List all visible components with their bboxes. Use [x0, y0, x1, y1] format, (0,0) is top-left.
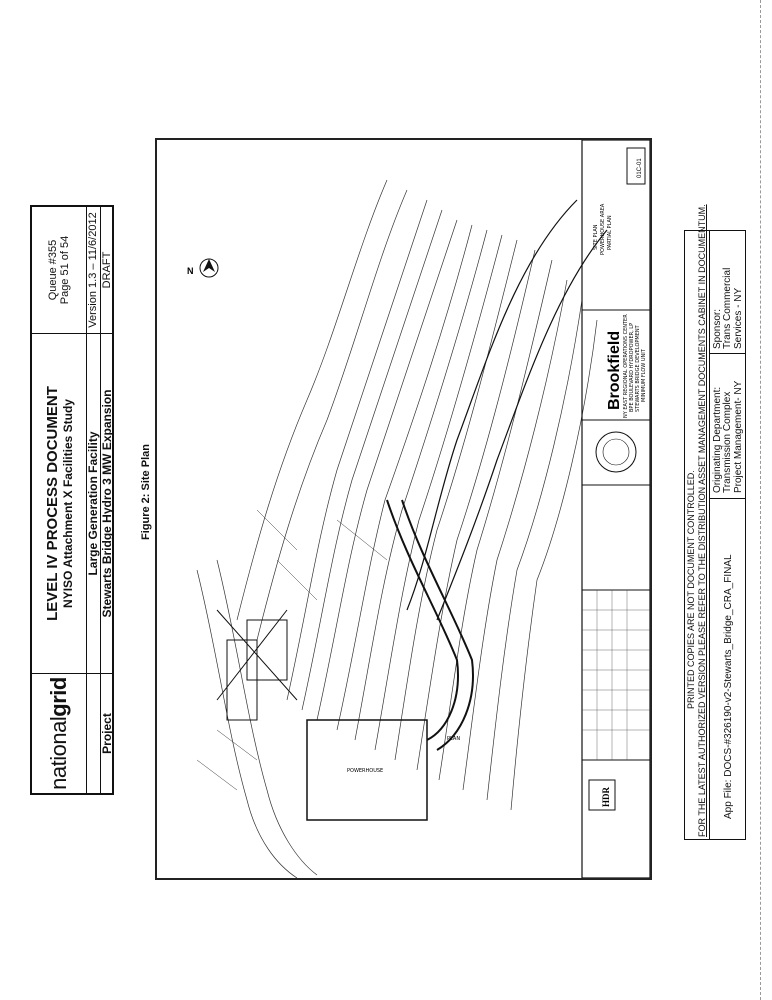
intake-structures [217, 610, 297, 720]
authorized-notice: FOR THE LATEST AUTHORIZED VERSION PLEASE REFER TO THE DISTRIBUTION ASSET MANAGEMENT DOCUMENTS CABINET IN DOCUMENTUM. [697, 204, 707, 837]
sponsor: Trans Commercial Services - NY [722, 267, 744, 349]
river-banks [407, 200, 607, 620]
site-plan-svg [157, 140, 650, 878]
document-title: LEVEL IV PROCESS DOCUMENT [43, 386, 61, 621]
hdr-logo: HDR [601, 787, 611, 807]
title-block [582, 140, 650, 878]
figure-caption: Figure 2: Site Plan [140, 444, 152, 540]
sheet-number: 01C-01 [637, 158, 643, 178]
document-footer [684, 204, 746, 840]
north-label: N [187, 266, 194, 276]
sheet-title-3: PARTIAL PLAN [607, 215, 613, 250]
engineer-seal-icon [596, 432, 636, 472]
site-plan-drawing [155, 138, 652, 880]
powerhouse-label: POWERHOUSE [347, 768, 384, 774]
address-line-3: STEWARTS BRIDGE DEVELOPMENT [635, 325, 641, 412]
document-subtitle: NYISO Attachment X Facilities Study [60, 399, 75, 608]
title-cell [32, 333, 86, 673]
blank-cell [86, 673, 100, 793]
version: Version 1.3 – 11/6/2012 [87, 212, 99, 328]
national-grid-logo [32, 673, 86, 793]
status: DRAFT [101, 251, 113, 289]
app-file: App File: DOCS-#326190-v2-Stewarts_Bridge_CRA_FINAL [723, 554, 734, 819]
originating-dept-label: Originating Department: [712, 386, 723, 493]
north-arrow-icon [187, 259, 218, 277]
header-row-title [32, 207, 87, 793]
originating-dept: Transmission Complex Project Management- NY [722, 380, 744, 493]
controlled-notice: PRINTED COPIES ARE NOT DOCUMENT CONTROLLED. [686, 470, 696, 709]
footer-divider-v2 [709, 353, 745, 354]
footer-divider-v1 [709, 498, 745, 499]
footer-divider [709, 231, 710, 839]
sheet-title-2: POWERHOUSE AREA [600, 203, 606, 255]
page-edge-rule [760, 0, 762, 1000]
annotation-leaders [197, 510, 387, 790]
project-label: Project [100, 673, 114, 793]
logo-text-bold: grid [46, 677, 71, 717]
address-line-1: NY EAST REGIONAL OPERATIONS CENTER [623, 314, 629, 418]
header-row-facility [86, 207, 101, 793]
address-line-4: MINIMUM FLOW UNIT [641, 349, 647, 402]
logo-text-light: national [46, 716, 71, 790]
sheet-title-1: SITE PLAN [593, 224, 599, 250]
page-number: Page 51 of 54 [59, 235, 71, 305]
project-name: Stewarts Bridge Hydro 3 MW Expansion [100, 333, 114, 673]
facility-type: Large Generation Facility [86, 333, 100, 673]
queue-cell [32, 207, 86, 333]
document-header [30, 205, 114, 795]
sponsor-label: Sponsor: [712, 308, 723, 349]
address-line-2: BPE BOULEVARD HYDROPOWER, LP [629, 322, 635, 412]
queue-number: Queue #355 [47, 239, 59, 301]
plan-label: PLAN [447, 736, 461, 742]
header-row-project [100, 207, 114, 793]
brookfield-logo: Brookfield [606, 330, 623, 410]
